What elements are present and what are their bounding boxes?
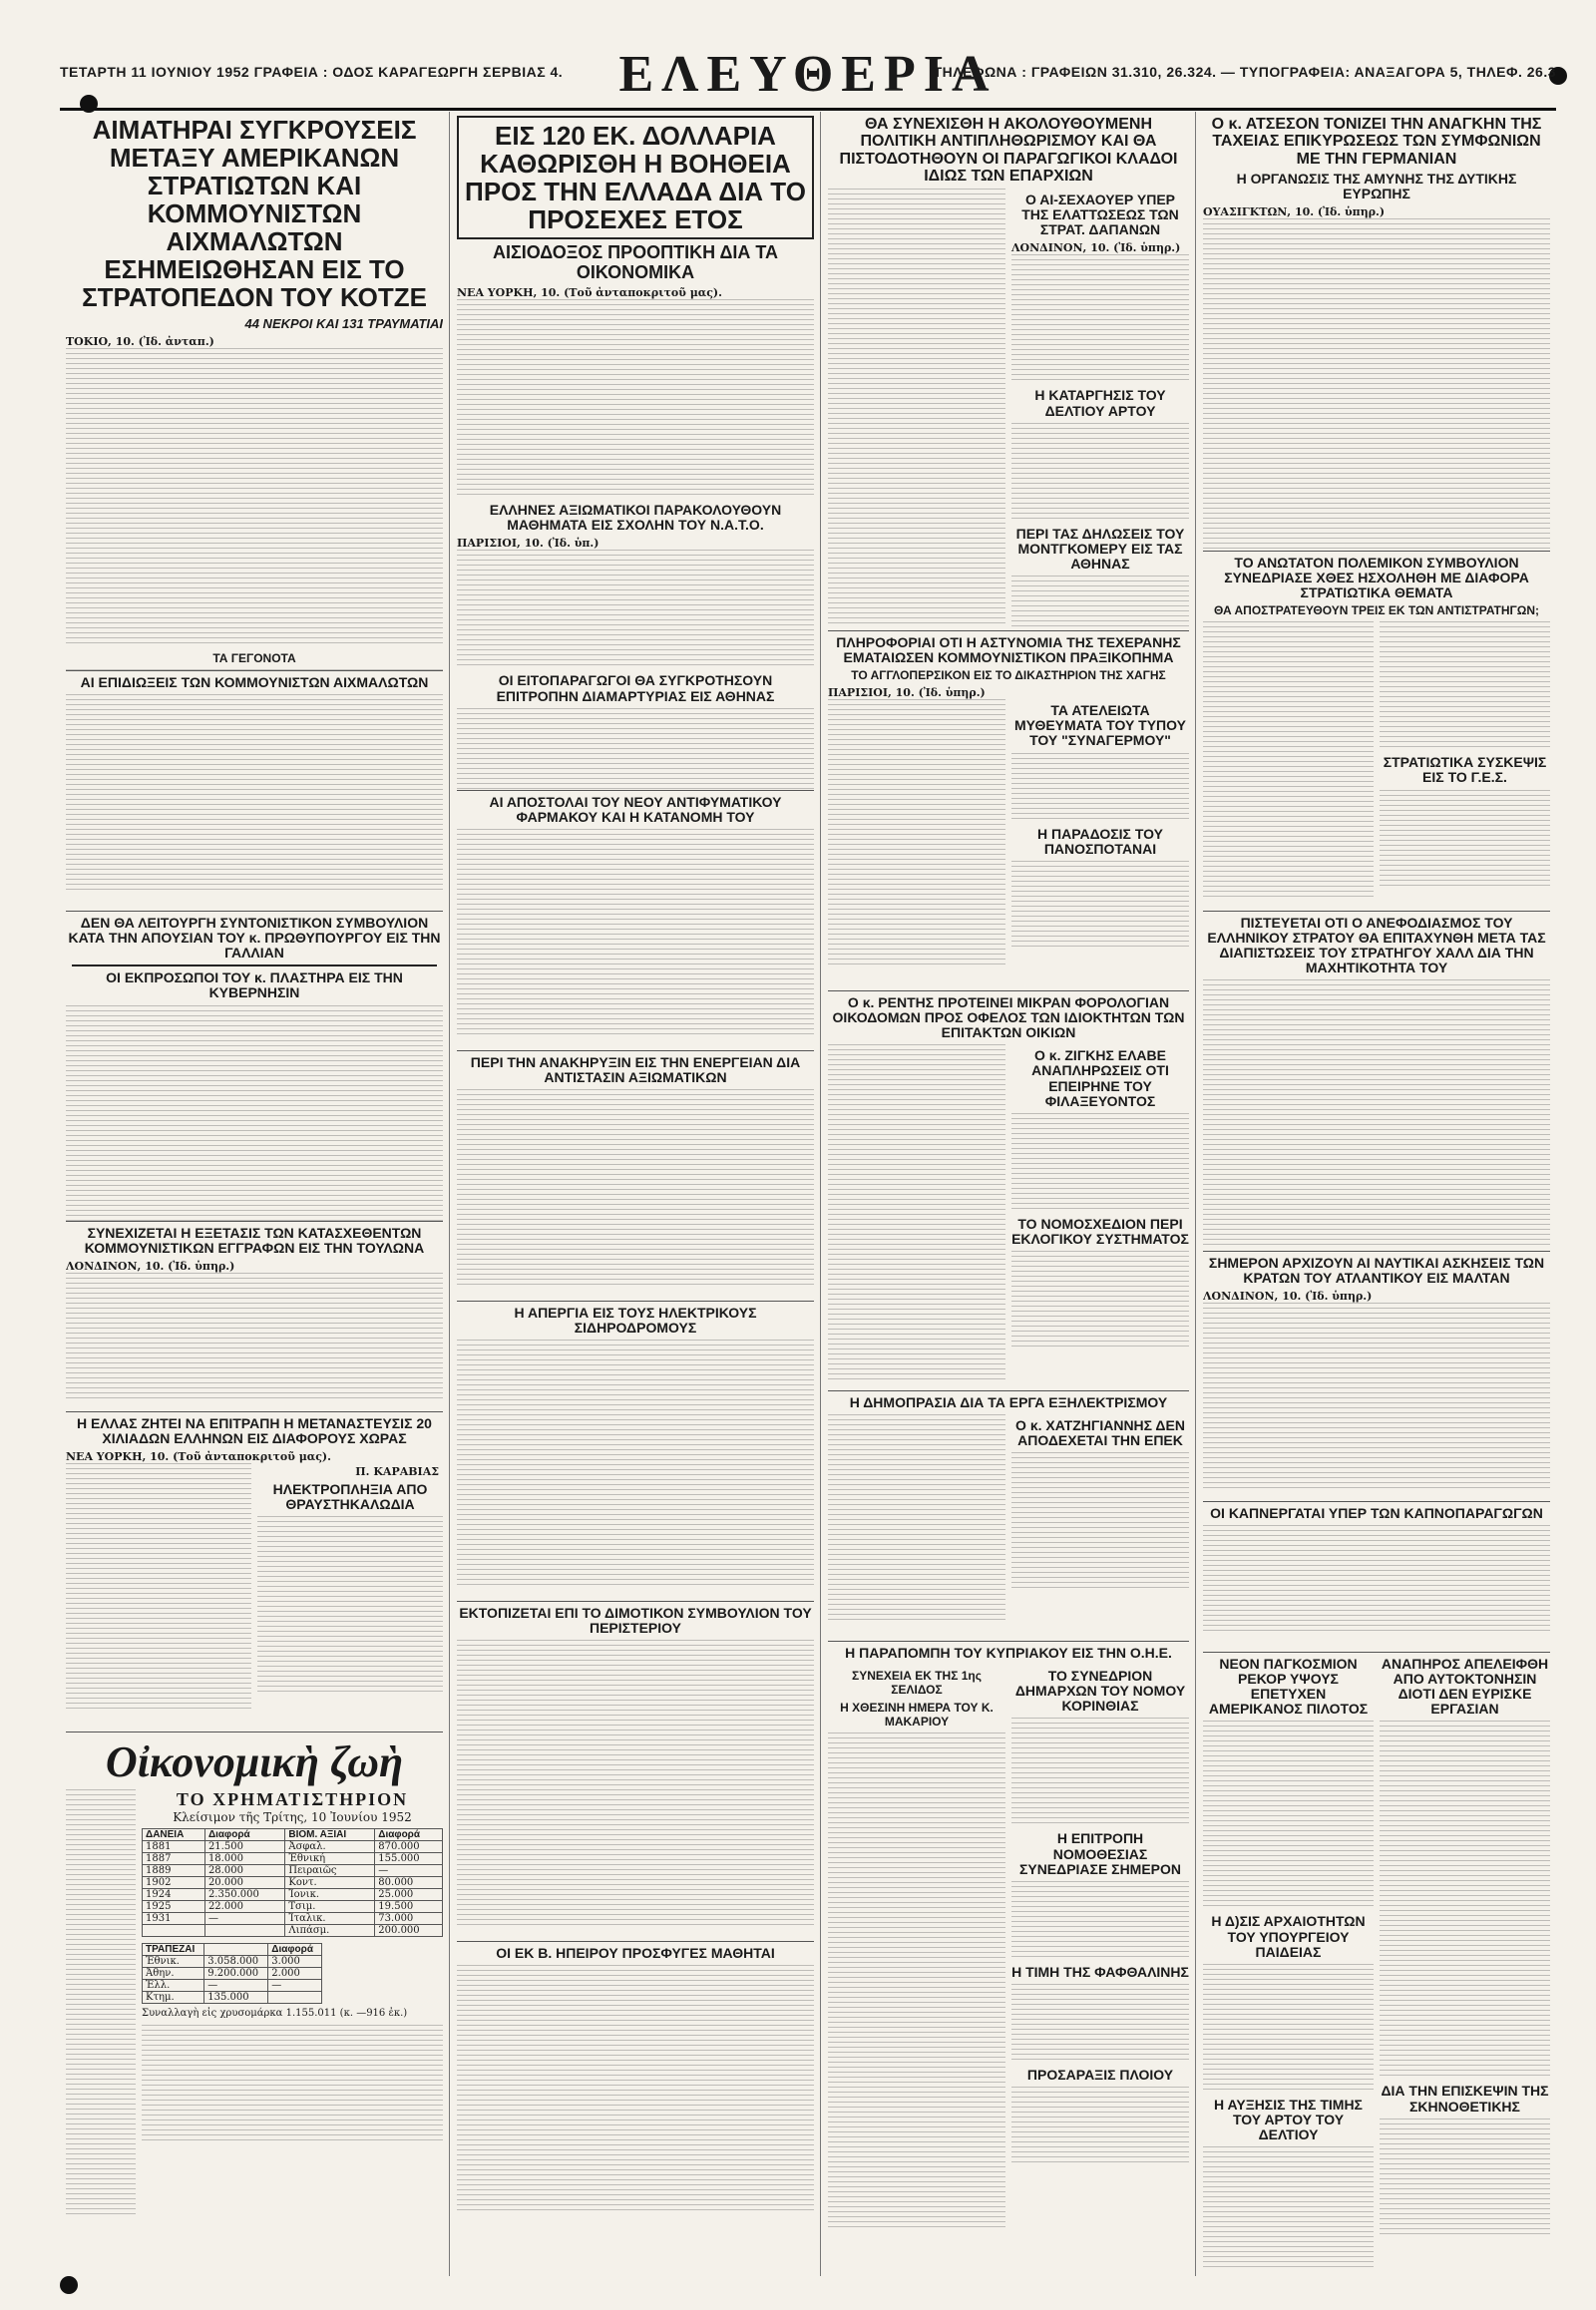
table-cell: 155.000 [375, 1853, 443, 1865]
body-text [1011, 2087, 1189, 2166]
headline: Η ΑΥΞΗΣΙΣ ΤΗΣ ΤΙΜΗΣ ΤΟΥ ΑΡΤΟΥ ΤΟΥ ΔΕΛΤΙΟΥ [1214, 2096, 1363, 2142]
article-hall-greek-army [1203, 912, 1550, 1252]
body-text [1011, 1984, 1189, 2064]
table-cell: Ἑλλ. [143, 1980, 204, 1992]
table-cell: 18.000 [204, 1853, 284, 1865]
exchange-title: ΤΟ ΧΡΗΜΑΤΙΣΤΗΡΙΟΝ [176, 1789, 409, 1809]
table-cell [268, 1992, 322, 2004]
headline: ΟΙ ΕΙΤΟΠΑΡΑΓΩΓΟΙ ΘΑ ΣΥΓΚΡΟΤΗΣΟΥΝ ΕΠΙΤΡΟΠΗΝ ΔΙΑΜΑΡΤΥΡΙΑΣ ΕΙΣ ΑΘΗΝΑΣ [496, 672, 775, 704]
body-text [1380, 2118, 1550, 2238]
body-text [66, 1273, 443, 1402]
table-row [143, 1956, 322, 1968]
body-text [457, 1965, 814, 2214]
body-text [457, 1340, 814, 1589]
table-cell: Κοντ. [285, 1877, 375, 1889]
column-1 [60, 112, 450, 2276]
headline: Η ΔΗΜΟΠΡΑΣΙΑ ΔΙΑ ΤΑ ΕΡΓΑ ΕΞΗΛΕΚΤΡΙΣΜΟΥ [849, 1394, 1168, 1410]
table-cell: Ἀσφαλ. [285, 1841, 375, 1853]
headline: Ο ΑΙ-ΣΕΧΑΟΥΕΡ ΥΠΕΡ ΤΗΣ ΕΛΑΤΤΩΣΕΩΣ ΤΩΝ ΣΤΡΑΤ. ΔΑΠΑΝΩΝ [1021, 192, 1179, 238]
body-text [457, 708, 814, 791]
headline: ΕΛΛΗΝΕΣ ΑΞΙΩΜΑΤΙΚΟΙ ΠΑΡΑΚΟΛΟΥΘΟΥΝ ΜΑΘΗΜΑΤΑ ΕΙΣ ΣΧΟΛΗΝ ΤΟΥ Ν.Α.Τ.Ο. [489, 502, 782, 534]
table-cell: 200.000 [375, 1925, 443, 1937]
body-text [457, 299, 814, 499]
subheadline: 44 ΝΕΚΡΟΙ ΚΑΙ 131 ΤΡΑΥΜΑΤΙΑΙ [244, 315, 443, 331]
table-cell: 22.000 [204, 1901, 284, 1913]
byline: Π. ΚΑΡΑΒΙΑΣ [355, 1465, 439, 1479]
body-text [828, 1732, 1005, 2231]
article-antituberculosis [457, 791, 814, 1051]
column-header: ΔΑΝΕΙΑ [143, 1829, 205, 1841]
table-cell: 80.000 [375, 1877, 443, 1889]
subheadline: Η ΟΡΓΑΝΩΣΙΣ ΤΗΣ ΑΜΥΝΗΣ ΤΗΣ ΔΥΤΙΚΗΣ ΕΥΡΩΠΗΣ [1236, 170, 1517, 201]
body-text [1011, 423, 1189, 523]
article-emigration [66, 1412, 443, 1732]
table-cell: 135.000 [204, 1992, 268, 2004]
table-row [143, 1853, 443, 1865]
body-text [1011, 1881, 1189, 1961]
table-cell: 28.000 [204, 1865, 284, 1877]
article-electrification-auction [828, 1391, 1189, 1642]
body-text [1203, 1525, 1550, 1635]
article-aid-120m [457, 112, 814, 791]
article-malta-exercises [1203, 1252, 1550, 1502]
punch-hole [60, 2276, 78, 2294]
table-cell: 3.058.000 [204, 1956, 268, 1968]
headline: ΤΟ ΝΟΜΟΣΧΕΔΙΟΝ ΠΕΡΙ ΕΚΛΟΓΙΚΟΥ ΣΥΣΤΗΜΑΤΟΣ [1011, 1215, 1189, 1247]
body-text [1203, 979, 1550, 1249]
headline: ΑΝΑΠΗΡΟΣ ΑΠΕΛΕΙΦΘΗ ΑΠΟ ΑΥΤΟΚΤΟΝΗΣΙΝ ΔΙΟΤΙ ΔΕΝ ΕΥΡΙΣΚΕ ΕΡΓΑΣΙΑΝ [1381, 1656, 1549, 1718]
body-text [1203, 218, 1550, 552]
table-cell: 1931 [143, 1913, 205, 1925]
body-text [1011, 1452, 1189, 1592]
headline: Η ΕΛΛΑΣ ΖΗΤΕΙ ΝΑ ΕΠΙΤΡΑΠΗ Η ΜΕΤΑΝΑΣΤΕΥΣΙΣ 20 ΧΙΛΙΑΔΩΝ ΕΛΛΗΝΩΝ ΕΙΣ ΔΙΑΦΟΡΟΥΣ ΧΩΡΑΣ [77, 1415, 432, 1447]
headline: ΟΙ ΚΑΠΝΕΡΓΑΤΑΙ ΥΠΕΡ ΤΩΝ ΚΑΠΝΟΠΑΡΑΓΩΓΩΝ [1210, 1505, 1543, 1521]
headline: ΑΙ ΑΠΟΣΤΟΛΑΙ ΤΟΥ ΝΕΟΥ ΑΝΤΙΦΥΜΑΤΙΚΟΥ ΦΑΡΜΑΚΟΥ ΚΑΙ Η ΚΑΤΑΝΟΜΗ ΤΟΥ [489, 794, 782, 826]
dateline: ΛΟΝΔΙΝΟΝ, 10. (Ἰδ. ὑπηρ.) [1203, 1290, 1373, 1304]
table-cell: Ἀθην. [143, 1968, 204, 1980]
article-railway-strike [457, 1302, 814, 1602]
table-cell [143, 1925, 205, 1937]
headline: Η ΠΑΡΑΠΟΜΠΗ ΤΟΥ ΚΥΠΡΙΑΚΟΥ ΕΙΣ ΤΗΝ Ο.Η.Ε. [845, 1645, 1172, 1661]
divider [72, 964, 437, 966]
subheadline: ΘΑ ΑΠΟΣΤΡΑΤΕΥΘΟΥΝ ΤΡΕΙΣ ΕΚ ΤΩΝ ΑΝΤΙΣΤΡΑΤΗΓΩΝ; [1213, 603, 1540, 618]
body-text [828, 1414, 1005, 1624]
table-cell: 25.000 [375, 1889, 443, 1901]
dateline: ΠΑΡΙΣΙΟΙ, 10. (Ἰδ. ὑπηρ.) [828, 686, 986, 700]
headline: ΑΙΜΑΤΗΡΑΙ ΣΥΓΚΡΟΥΣΕΙΣ ΜΕΤΑΞΥ ΑΜΕΡΙΚΑΝΩΝ ΣΤΡΑΤΙΩΤΩΝ ΚΑΙ ΚΟΜΜΟΥΝΙΣΤΩΝ ΑΙΧΜΑΛΩΤΩΝ ΕΣΗΜΕΙΩΘΗΣΑΝ ΕΙΣ ΤΟ ΣΤΡΑΤΟΠΕΔΟΝ ΤΟΥ ΚΟΤΖΕ [82, 115, 427, 313]
dateline: ΝΕΑ ΥΟΡΚΗ, 10. (Τοῦ ἀνταποκριτοῦ μας). [457, 286, 722, 300]
section-heading: Η ΧΘΕΣΙΝΗ ΗΜΕΡΑ ΤΟΥ Κ. ΜΑΚΑΡΙΟΥ [840, 1701, 994, 1730]
body-text [1011, 753, 1189, 823]
article-war-council [1203, 552, 1550, 912]
headline: Η Δ)ΣΙΣ ΑΡΧΑΙΟΤΗΤΩΝ ΤΟΥ ΥΠΟΥΡΓΕΙΟΥ ΠΑΙΔΕΙΑΣ [1211, 1913, 1366, 1960]
headline: ΠΕΡΙ ΤΑΣ ΔΗΛΩΣΕΙΣ ΤΟΥ ΜΟΝΤΓΚΟΜΕΡΥ ΕΙΣ ΤΑΣ ΑΘΗΝΑΣ [1015, 525, 1185, 572]
headline: ΣΗΜΕΡΟΝ ΑΡΧΙΖΟΥΝ ΑΙ ΝΑΥΤΙΚΑΙ ΑΣΚΗΣΕΙΣ ΤΩΝ ΚΡΑΤΩΝ ΤΟΥ ΑΤΛΑΝΤΙΚΟΥ ΕΙΣ ΜΑΛΤΑΝ [1208, 1255, 1545, 1287]
table-cell: 19.500 [375, 1901, 443, 1913]
headline: ΘΑ ΣΥΝΕΧΙΣΘΗ Η ΑΚΟΛΟΥΘΟΥΜΕΝΗ ΠΟΛΙΤΙΚΗ ΑΝΤΙΠΛΗΘΩΡΙΣΜΟΥ ΚΑΙ ΘΑ ΠΙΣΤΟΔΟΤΗΘΟΥΝ ΟΙ ΠΑΡΑΓΩΓΙΚΟΙ ΚΛΑΔΟΙ ΙΔΙΩΣ ΤΩΝ ΕΠΑΡΧΙΩΝ [839, 116, 1178, 185]
column-header [204, 1944, 268, 1956]
body-text [828, 1044, 1005, 1383]
masthead-phones: ΤΗΛΕΦΩΝΑ : ΓΡΑΦΕΙΩΝ 31.310, 26.324. — ΤΥΠΟΓΡΑΦΕΙΑ: ΑΝΑΞΑΓΟΡΑ 5, ΤΗΛΕΦ. 26.3 [933, 64, 1556, 80]
dateline: ΛΟΝΔΙΝΟΝ, 10. (Ἰδ. ὑπηρ.) [66, 1260, 235, 1274]
table-cell: Ἐθνική [285, 1853, 375, 1865]
body-text [1380, 621, 1550, 751]
section-heading: ΤΑ ΓΕΓΟΝΟΤΑ [212, 650, 296, 665]
body-text [142, 2025, 443, 2144]
article-anti-inflation [828, 112, 1189, 631]
table-cell: 1924 [143, 1889, 205, 1901]
headline: ΑΙ ΕΠΙΔΙΩΞΕΙΣ ΤΩΝ ΚΟΜΜΟΥΝΙΣΤΩΝ ΑΙΧΜΑΛΩΤΩΝ [80, 674, 429, 690]
body-text [457, 1640, 814, 1929]
article-epirus-students [457, 1942, 814, 2241]
body-text [1203, 2146, 1374, 2271]
body-text [457, 1089, 814, 1289]
body-text [1380, 790, 1550, 890]
table-cell: 870.000 [375, 1841, 443, 1853]
body-text [66, 1005, 443, 1222]
body-text [257, 1516, 443, 1696]
body-text [828, 699, 1005, 968]
article-cyprus-un [828, 1642, 1189, 2240]
table-row [143, 1865, 443, 1877]
table-cell: Ἐθνικ. [143, 1956, 204, 1968]
body-text [1203, 1721, 1374, 1910]
table-cell: 1925 [143, 1901, 205, 1913]
headline: Η ΤΙΜΗ ΤΗΣ ΦΑΦΘΑΛΙΝΗΣ [1011, 1963, 1189, 1980]
subheadline: ΤΟ ΑΓΓΛΟΠΕΡΣΙΚΟΝ ΕΙΣ ΤΟ ΔΙΚΑΣΤΗΡΙΟΝ ΤΗΣ ΧΑΓΗΣ [851, 668, 1166, 683]
table-cell: Κτημ. [143, 1992, 204, 2004]
column-4 [1197, 112, 1556, 2276]
body-text [1011, 861, 1189, 951]
body-text [1011, 1718, 1189, 1827]
article-acheson-germany [1203, 112, 1550, 552]
headline: Η ΑΠΕΡΓΙΑ ΕΙΣ ΤΟΥΣ ΗΛΕΚΤΡΙΚΟΥΣ ΣΙΔΗΡΟΔΡΟΜΟΥΣ [514, 1305, 757, 1337]
body-text [457, 829, 814, 1038]
body-text [66, 348, 443, 647]
table-row [143, 1901, 443, 1913]
table-cell: Λιπάσμ. [285, 1925, 375, 1937]
lead-headline: ΕΙΣ 120 ΕΚ. ΔΟΛΛΑΡΙΑ ΚΑΘΩΡΙΣΘΗ Η ΒΟΗΘΕΙΑ ΠΡΟΣ ΤΗΝ ΕΛΛΑΔΑ ΔΙΑ ΤΟ ΠΡΟΣΕΧΕΣ ΕΤΟΣ [457, 116, 814, 239]
body-text [66, 1463, 251, 1713]
subheadline: ΟΙ ΕΚΠΡΟΣΩΠΟΙ ΤΟΥ κ. ΠΛΑΣΤΗΡΑ ΕΙΣ ΤΗΝ ΚΥΒΕΡΝΗΣΙΝ [106, 969, 403, 1001]
headline: ΠΕΡΙ ΤΗΝ ΑΝΑΚΗΡΥΞΙΝ ΕΙΣ ΤΗΝ ΕΝΕΡΓΕΙΑΝ ΔΙΑ ΑΝΤΙΣΤΑΣΙΝ ΑΞΙΩΜΑΤΙΚΩΝ [470, 1054, 801, 1086]
headline: ΣΤΡΑΤΙΩΤΙΚΑ ΣΥΣΚΕΨΙΣ ΕΙΣ ΤΟ Γ.Ε.Σ. [1383, 754, 1547, 786]
headline: Ο κ. ΧΑΤΖΗΓΙΑΝΝΗΣ ΔΕΝ ΑΠΟΔΕΧΕΤΑΙ ΤΗΝ ΕΠΕΚ [1015, 1417, 1185, 1449]
lead-subheadline: ΑΙΣΙΟΔΟΞΟΣ ΠΡΟΟΠΤΙΚΗ ΔΙΑ ΤΑ ΟΙΚΟΝΟΜΙΚΑ [492, 242, 779, 282]
table-row [143, 1913, 443, 1925]
table-cell: Ἰταλικ. [285, 1913, 375, 1925]
table-row [143, 1968, 322, 1980]
headline: ΤΑ ΑΤΕΛΕΙΩΤΑ ΜΥΘΕΥΜΑΤΑ ΤΟΥ ΤΥΠΟΥ ΤΟΥ "ΣΥΝΑΓΕΡΜΟΥ" [1013, 702, 1187, 749]
body-text [1011, 254, 1189, 384]
headline: Η ΕΠΙΤΡΟΠΗ ΝΟΜΟΘΕΣΙΑΣ ΣΥΝΕΔΡΙΑΣΕ ΣΗΜΕΡΟΝ [1018, 1830, 1182, 1877]
column-header: ΒΙΟΜ. ΑΞΙΑΙ [285, 1829, 375, 1841]
headline: ΝΕΟΝ ΠΑΓΚΟΣΜΙΟΝ ΡΕΚΟΡ ΥΨΟΥΣ ΕΠΕΤΥΧΕΝ ΑΜΕΡΙΚΑΝΟΣ ΠΙΛΟΤΟΣ [1208, 1656, 1369, 1718]
bottom-articles [1203, 1653, 1550, 2271]
table-cell: Τσιμ. [285, 1901, 375, 1913]
table-cell: 1902 [143, 1877, 205, 1889]
column-header: Διαφορά [268, 1944, 322, 1956]
exchange-footnote: Συναλλαγὴ εἰς χρυσομάρκα 1.155.011 (κ. —916 ἐκ.) [142, 2008, 408, 2019]
body-text [457, 550, 814, 669]
table-cell: 2.350.000 [204, 1889, 284, 1901]
table-cell: 1887 [143, 1853, 205, 1865]
article-tehran-police [828, 631, 1189, 991]
table-cell: 1889 [143, 1865, 205, 1877]
body-text [1203, 1303, 1550, 1492]
section-title: Οἰκονομικὴ ζωὴ [105, 1737, 404, 1786]
article-toulon-documents [66, 1222, 443, 1412]
body-text [1011, 1251, 1189, 1350]
body-text [66, 1789, 136, 2218]
banks-table [142, 1943, 322, 2004]
table-cell: — [375, 1865, 443, 1877]
body-text [1011, 576, 1189, 631]
body-text [66, 694, 443, 894]
table-cell: 3.000 [268, 1956, 322, 1968]
table-row [143, 1841, 443, 1853]
headline: ΔΕΝ ΘΑ ΛΕΙΤΟΥΡΓΗ ΣΥΝΤΟΝΙΣΤΙΚΟΝ ΣΥΜΒΟΥΛΙΟΝ ΚΑΤΑ ΤΗΝ ΑΠΟΥΣΙΑΝ ΤΟΥ κ. ΠΡΩΘΥΠΟΥΡΓΟΥ ΕΙΣ ΤΗΝ ΓΑΛΛΙΑΝ [68, 915, 441, 962]
headline: Ο κ. ΡΕΝΤΗΣ ΠΡΟΤΕΙΝΕΙ ΜΙΚΡΑΝ ΦΟΡΟΛΟΓΙΑΝ ΟΙΚΟΔΟΜΩΝ ΠΡΟΣ ΟΦΕΛΟΣ ΤΩΝ ΙΔΙΟΚΤΗΤΩΝ ΤΩΝ ΕΠΙΤΑΚΤΩΝ ΟΙΚΙΩΝ [832, 994, 1185, 1041]
table-row [143, 1980, 322, 1992]
bonds-table [142, 1828, 443, 1937]
table-cell: — [268, 1980, 322, 1992]
subheadline: ΗΛΕΚΤΡΟΠΛΗΞΙΑ ΑΠΟ ΘΡΑΥΣΤΗΚΑΛΩΔΙΑ [272, 1481, 428, 1513]
masthead [60, 48, 1556, 111]
table-cell: 1881 [143, 1841, 205, 1853]
table-cell: 2.000 [268, 1968, 322, 1980]
headline: Η ΚΑΤΑΡΓΗΣΙΣ ΤΟΥ ΔΕΛΤΙΟΥ ΑΡΤΟΥ [1034, 387, 1166, 419]
body-text [1011, 1113, 1189, 1213]
article-camp-clashes [66, 112, 443, 671]
exchange-date: Κλείσιμον τῆς Τρίτης, 10 Ἰουνίου 1952 [173, 1810, 412, 1824]
article-peristeri-council [457, 1602, 814, 1942]
headline: ΕΚΤΟΠΙΖΕΤΑΙ ΕΠΙ ΤΟ ΔΙΜΟΤΙΚΟΝ ΣΥΜΒΟΥΛΙΟΝ ΤΟΥ ΠΕΡΙΣΤΕΡΙΟΥ [459, 1605, 812, 1637]
section-heading: ΣΥΝΕΧΕΙΑ ΕΚ ΤΗΣ 1ης ΣΕΛΙΔΟΣ [852, 1669, 982, 1698]
article-resistance-officers [457, 1051, 814, 1302]
newspaper-title: ΕΛΕΥΘΕΡΙΑ [618, 46, 998, 103]
body-text [1203, 1964, 1374, 2094]
headline: Ο κ. ΖΙΓΚΗΣ ΕΛΑΒΕ ΑΝΑΠΛΗΡΩΣΕΙΣ ΟΤΙ ΕΠΕΙΡΗΝΕ ΤΟΥ ΦΙΛΑΞΕΥΟΝΤΟΣ [1031, 1047, 1169, 1109]
table-row [143, 1877, 443, 1889]
table-cell: 9.200.000 [204, 1968, 268, 1980]
column-header: ΤΡΑΠΕΖΑΙ [143, 1944, 204, 1956]
table-cell: Πειραιῶς [285, 1865, 375, 1877]
body-text [1203, 621, 1374, 901]
dateline: ΠΑΡΙΣΙΟΙ, 10. (Ἰδ. ὑπ.) [457, 537, 599, 551]
headline: Η ΠΑΡΑΔΟΣΙΣ ΤΟΥ ΠΑΝΟΣΠΟΤΑΝΑΙ [1037, 825, 1163, 857]
article-coordination-council [66, 912, 443, 1222]
article-tobacco-workers [1203, 1502, 1550, 1653]
table-cell: — [204, 1980, 268, 1992]
table-row [143, 1992, 322, 2004]
column-3 [822, 112, 1196, 2276]
table-cell: 21.500 [204, 1841, 284, 1853]
headline: ΠΡΟΣΑΡΑΞΙΣ ΠΛΟΙΟΥ [1026, 2066, 1174, 2083]
column-header: Διαφορά [204, 1829, 284, 1841]
table-row [143, 1925, 443, 1937]
economic-life-section [66, 1732, 443, 2251]
body-text [1380, 1721, 1550, 2080]
headline: ΔΙΑ ΤΗΝ ΕΠΙΣΚΕΨΙΝ ΤΗΣ ΣΚΗΝΟΘΕΤΙΚΗΣ [1381, 2083, 1549, 2115]
body-text [828, 189, 1005, 627]
table-cell: Ἰονικ. [285, 1889, 375, 1901]
headline: ΣΥΝΕΧΙΖΕΤΑΙ Η ΕΞΕΤΑΣΙΣ ΤΩΝ ΚΑΤΑΣΧΕΘΕΝΤΩΝ ΚΟΜΜΟΥΝΙΣΤΙΚΩΝ ΕΓΓΡΑΦΩΝ ΕΙΣ ΤΗΝ ΤΟΥΛΩΝΑ [84, 1225, 425, 1257]
column-header: Διαφορά [375, 1829, 443, 1841]
headline: ΟΙ ΕΚ Β. ΗΠΕΙΡΟΥ ΠΡΟΣΦΥΓΕΣ ΜΑΘΗΤΑΙ [496, 1945, 775, 1961]
dateline: ΛΟΝΔΙΝΟΝ, 10. (Ἰδ. ὑπηρ.) [1011, 241, 1181, 255]
table-cell: 20.000 [204, 1877, 284, 1889]
dateline: ΤΟΚΙΟ, 10. (Ἰδ. ἀνταπ.) [66, 334, 214, 348]
headline: ΤΟ ΣΥΝΕΔΡΙΟΝ ΔΗΜΑΡΧΩΝ ΤΟΥ ΝΟΜΟΥ ΚΟΡΙΝΘΙΑΣ [1014, 1668, 1186, 1715]
dateline: ΟΥΑΣΙΓΚΤΩΝ, 10. (Ἰδ. ὑπηρ.) [1203, 205, 1386, 219]
table-cell [204, 1925, 284, 1937]
dateline: ΝΕΑ ΥΟΡΚΗ, 10. (Τοῦ ἀνταποκριτοῦ μας). [66, 1450, 331, 1464]
article-rentis-tax [828, 991, 1189, 1391]
masthead-date-address: ΤΕΤΑΡΤΗ 11 ΙΟΥΝΙΟΥ 1952 ΓΡΑΦΕΙΑ : ΟΔΟΣ ΚΑΡΑΓΕΩΡΓΗ ΣΕΡΒΙΑΣ 4. [60, 64, 564, 80]
table-row [143, 1889, 443, 1901]
headline: Ο κ. ΑΤΣΕΣΟΝ ΤΟΝΙΖΕΙ ΤΗΝ ΑΝΑΓΚΗΝ ΤΗΣ ΤΑΧΕΙΑΣ ΕΠΙΚΥΡΩΣΕΩΣ ΤΩΝ ΣΥΜΦΩΝΙΩΝ ΜΕ ΤΗΝ ΓΕΡΜΑΝΙΑΝ [1211, 116, 1542, 168]
headline: ΠΛΗΡΟΦΟΡΙΑΙ ΟΤΙ Η ΑΣΤΥΝΟΜΙΑ ΤΗΣ ΤΕΧΕΡΑΝΗΣ ΕΜΑΤΑΙΩΣΕΝ ΚΟΜΜΟΥΝΙΣΤΙΚΟΝ ΠΡΑΞΙΚΟΠΗΜΑ [836, 634, 1181, 666]
headline: ΤΟ ΑΝΩΤΑΤΟΝ ΠΟΛΕΜΙΚΟΝ ΣΥΜΒΟΥΛΙΟΝ ΣΥΝΕΔΡΙΑΣΕ ΧΘΕΣ ΗΣΧΟΛΗΘΗ ΜΕ ΔΙΑΦΟΡΑ ΣΤΡΑΤΙΩΤΙΚΑ ΘΕΜΑΤΑ [1224, 555, 1529, 601]
table-cell: 73.000 [375, 1913, 443, 1925]
table-cell: — [204, 1913, 284, 1925]
column-2 [451, 112, 821, 2276]
headline: ΠΙΣΤΕΥΕΤΑΙ ΟΤΙ Ο ΑΝΕΦΟΔΙΑΣΜΟΣ ΤΟΥ ΕΛΛΗΝΙΚΟΥ ΣΤΡΑΤΟΥ ΘΑ ΕΠΙΤΑΧΥΝΘΗ ΜΕΤΑ ΤΑΣ ΔΙΑΠΙΣΤΩΣΕΙΣ ΤΟΥ ΣΤΡΑΤΗΓΟΥ ΧΑΛΛ ΔΙΑ ΤΗΝ ΜΑΧΗΤΙΚΟΤΗΤΑ ΤΟΥ [1207, 915, 1546, 976]
article-prisoners-aims [66, 671, 443, 912]
